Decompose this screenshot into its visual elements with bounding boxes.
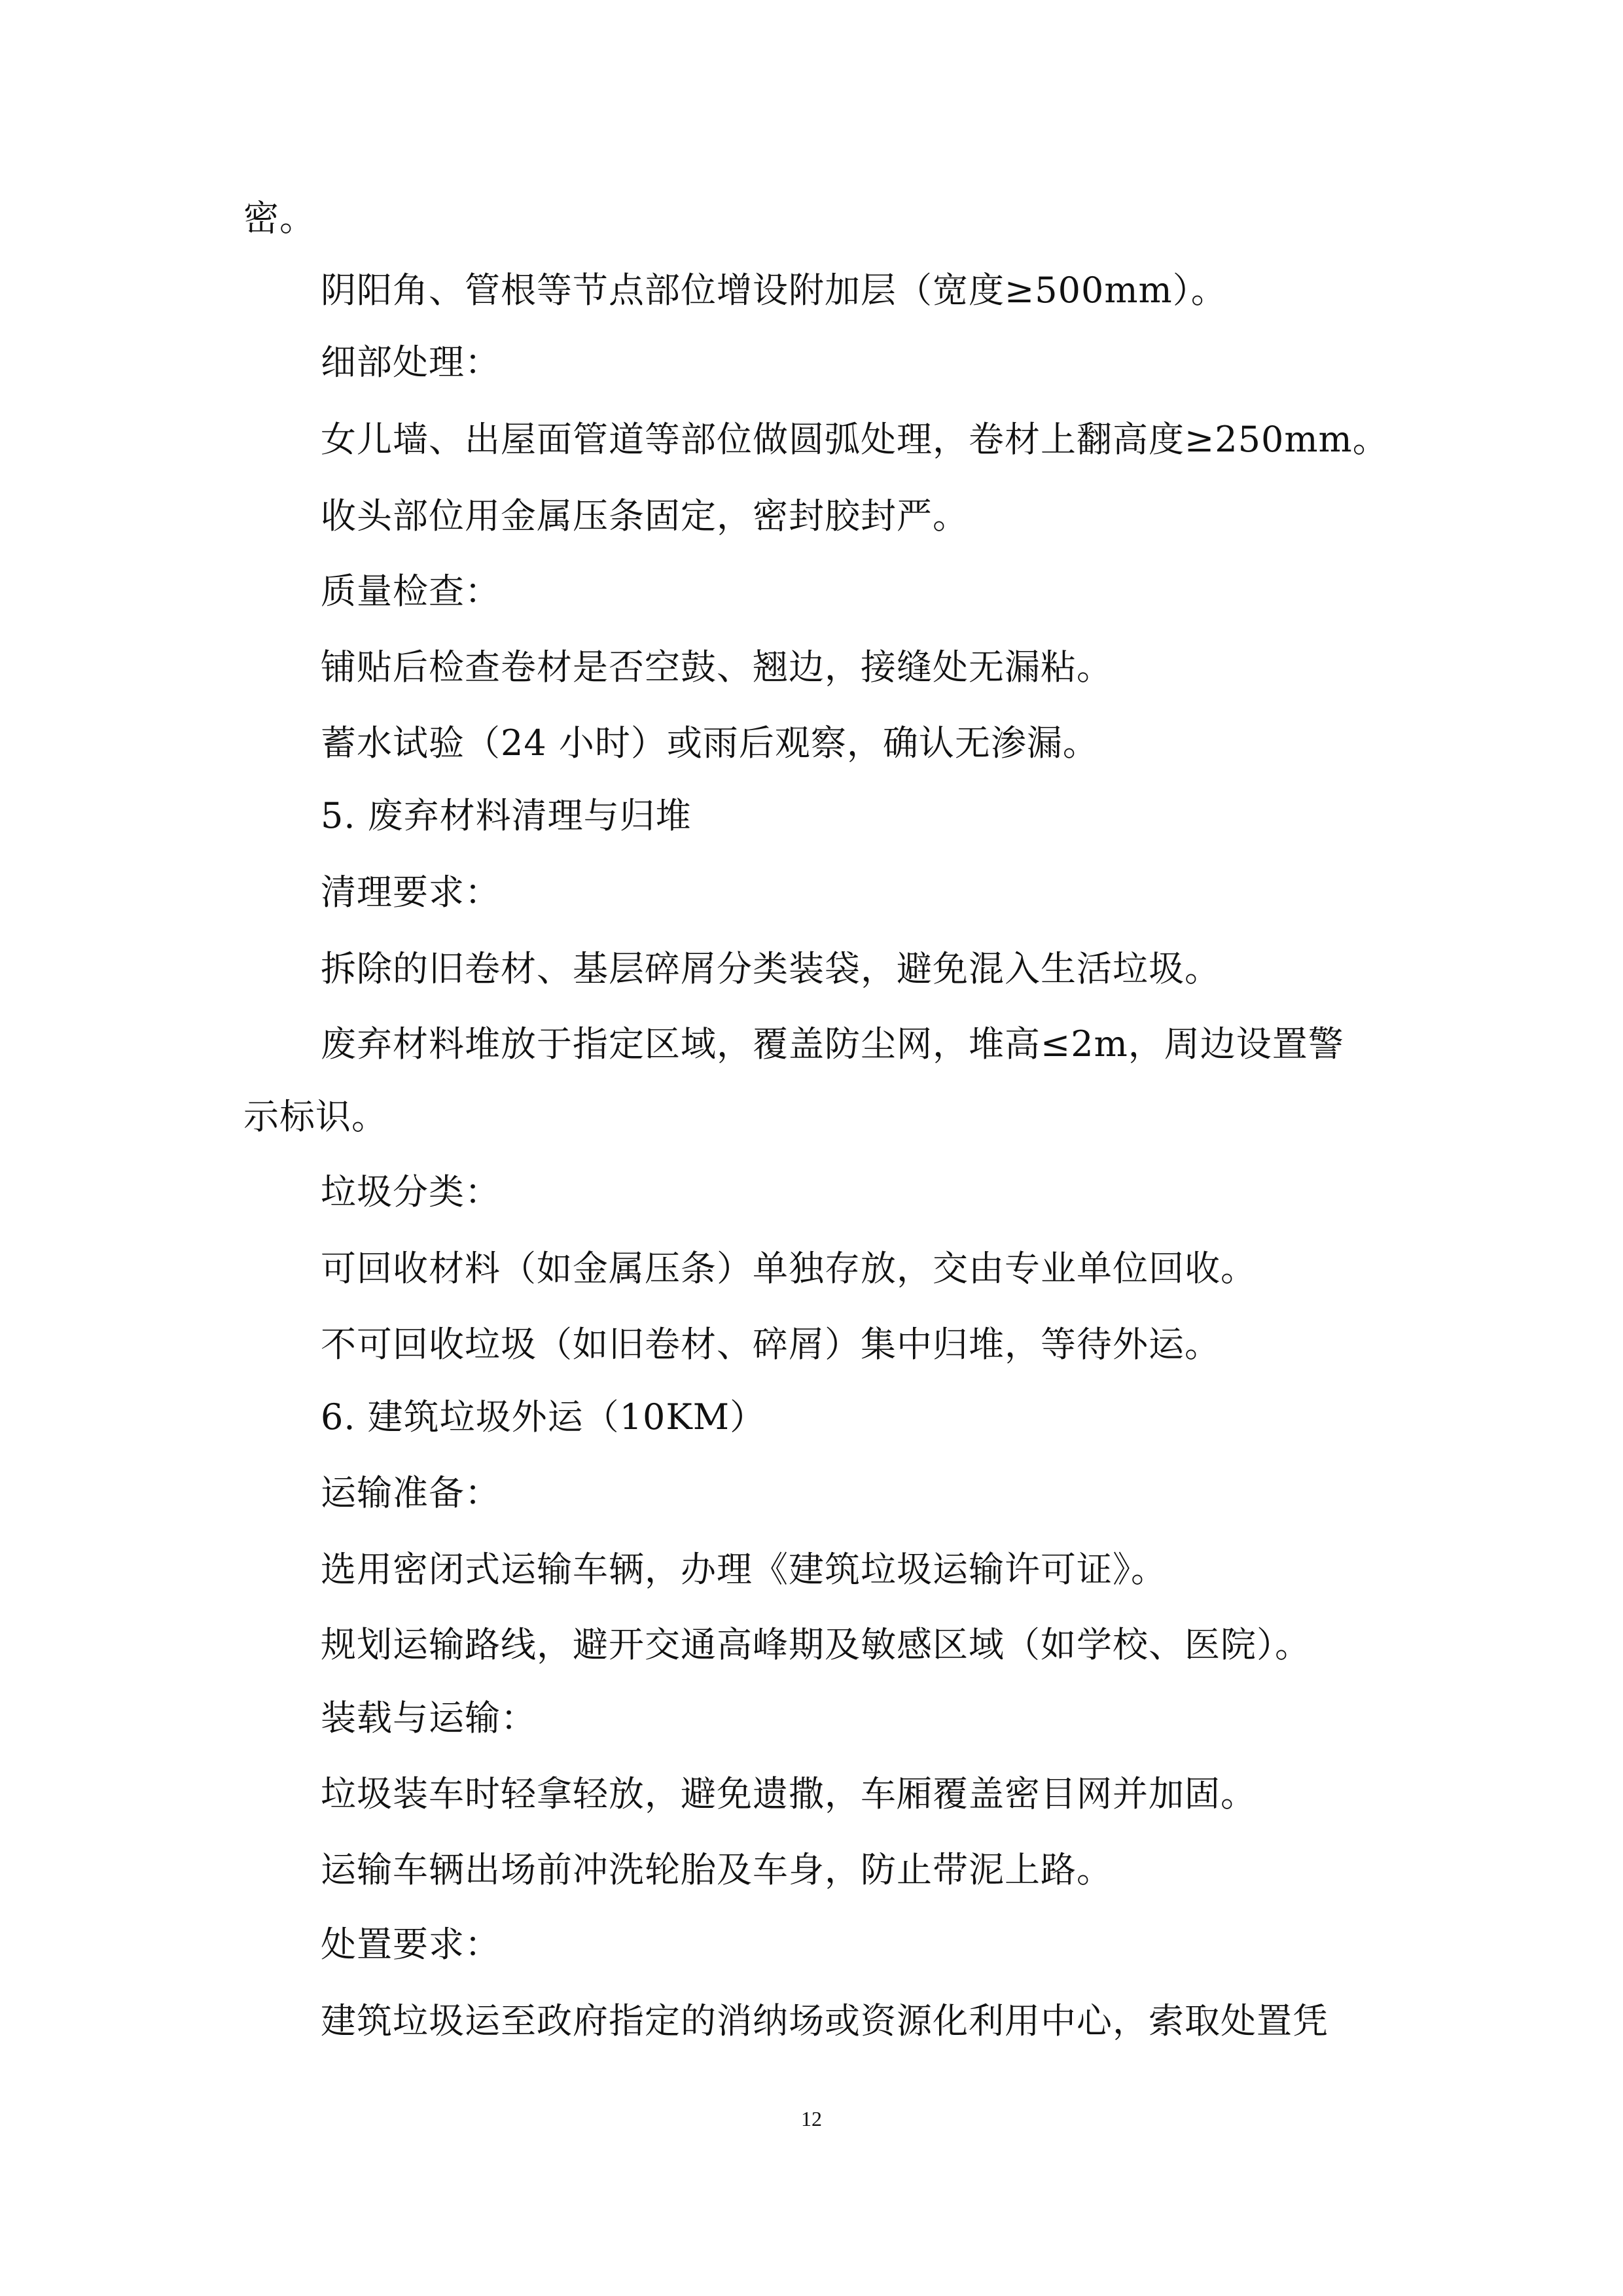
paragraph-line: 规划运输路线，避开交通高峰期及敏感区域（如学校、医院）。 xyxy=(321,1624,1311,1665)
paragraph-line: 废弃材料堆放于指定区域，覆盖防尘网，堆高≤2m，周边设置警 xyxy=(321,1023,1344,1065)
section-subheading: 垃圾分类： xyxy=(321,1171,501,1212)
paragraph-line: 不可回收垃圾（如旧卷材、碎屑）集中归堆，等待外运。 xyxy=(321,1324,1221,1365)
paragraph-line: 拆除的旧卷材、基层碎屑分类装袋，避免混入生活垃圾。 xyxy=(321,948,1221,989)
section-subheading: 清理要求： xyxy=(321,872,501,913)
paragraph-line: 垃圾装车时轻拿轻放，避免遗撒，车厢覆盖密目网并加固。 xyxy=(321,1773,1257,1814)
section-subheading: 细部处理： xyxy=(321,342,501,383)
page-number: 12 xyxy=(801,2107,822,2130)
paragraph-line: 阴阳角、管根等节点部位增设附加层（宽度≥500mm）。 xyxy=(321,270,1227,311)
section-subheading: 运输准备： xyxy=(321,1472,501,1513)
section-heading: 6. 建筑垃圾外运（10KM） xyxy=(321,1396,766,1438)
paragraph-line: 密。 xyxy=(243,198,315,239)
paragraph-line: 女儿墙、出屋面管道等部位做圆弧处理，卷材上翻高度≥250mm。 xyxy=(321,419,1389,460)
section-heading: 5. 废弃材料清理与归堆 xyxy=(321,795,692,836)
section-subheading: 质量检查： xyxy=(321,571,501,612)
paragraph-line: 建筑垃圾运至政府指定的消纳场或资源化利用中心，索取处置凭 xyxy=(321,2000,1329,2041)
paragraph-line: 可回收材料（如金属压条）单独存放，交由专业单位回收。 xyxy=(321,1248,1257,1289)
paragraph-line: 铺贴后检查卷材是否空鼓、翘边，接缝处无漏粘。 xyxy=(321,646,1113,688)
paragraph-line: 蓄水试验（24 小时）或雨后观察，确认无渗漏。 xyxy=(321,722,1099,764)
section-subheading: 装载与运输： xyxy=(321,1697,537,1739)
paragraph-line: 收头部位用金属压条固定，密封胶封严。 xyxy=(321,495,969,537)
section-subheading: 处置要求： xyxy=(321,1924,501,1965)
paragraph-line: 选用密闭式运输车辆，办理《建筑垃圾运输许可证》。 xyxy=(321,1549,1167,1590)
paragraph-line: 示标识。 xyxy=(243,1096,387,1137)
paragraph-line: 运输车辆出场前冲洗轮胎及车身，防止带泥上路。 xyxy=(321,1849,1113,1890)
